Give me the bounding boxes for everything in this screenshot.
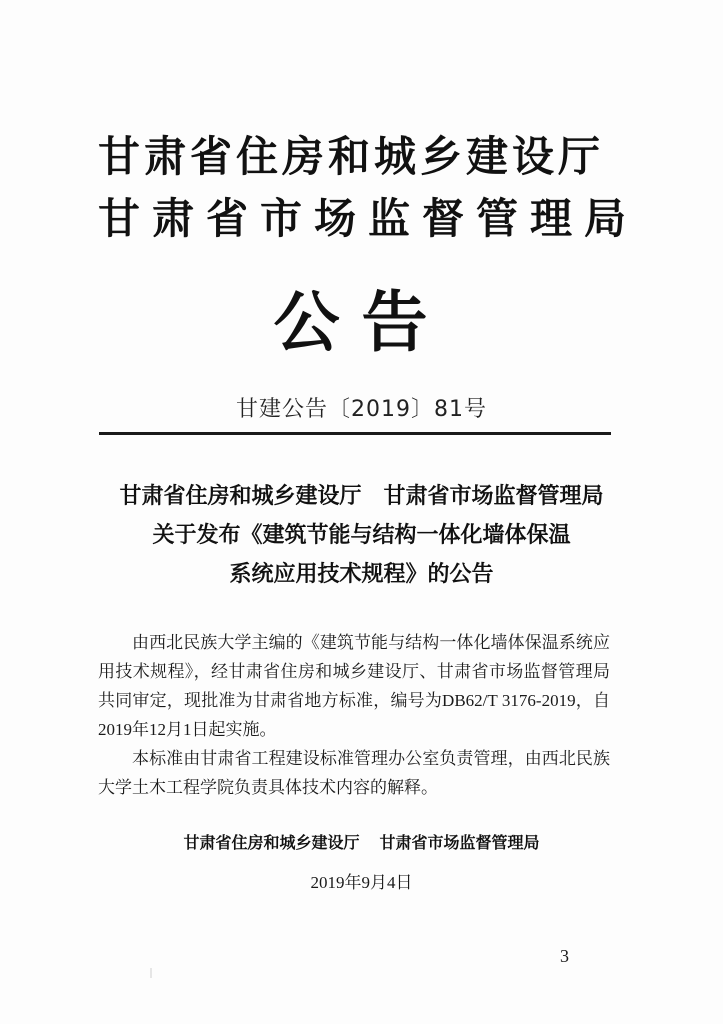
signatory-block xyxy=(0,830,723,856)
signatory-market-regulation-bureau: 甘肃省市场监督管理局 xyxy=(379,833,540,852)
body-paragraph-approval: 由西北民族大学主编的《建筑节能与结构一体化墙体保温系统应用技术规程》，经甘肃省住房和城乡建设厅、甘肃省市场监督管理局共同审定，现批准为甘肃省地方标准，编号为DB62/T 3176-2019，自2019年12月1日起实施。 xyxy=(98,633,610,739)
issuer-heading-housing-department: 甘肃省住房和城乡建设厅 xyxy=(98,132,605,181)
scan-edge-mark xyxy=(150,968,152,978)
body-paragraph-management: 本标准由甘肃省工程建设标准管理办公室负责管理，由西北民族大学土木工程学院负责具体技术内容的解释。 xyxy=(98,749,610,797)
header-divider xyxy=(99,432,611,435)
announcement-title-line-1: 甘肃省住房和城乡建设厅 甘肃省市场监督管理局 xyxy=(119,484,604,509)
signatory-housing-department: 甘肃省住房和城乡建设厅 xyxy=(183,833,360,852)
issuer-heading-market-regulation-bureau: 甘肃省市场监督管理局 xyxy=(98,194,639,243)
document-type-heading: 公告 xyxy=(273,283,450,361)
page-number: 3 xyxy=(560,946,569,966)
issue-date: 2019年9月4日 xyxy=(310,873,413,892)
announcement-title-line-2: 关于发布《建筑节能与结构一体化墙体保温 xyxy=(152,523,571,548)
document-number: 甘建公告〔2019〕81号 xyxy=(236,397,487,422)
announcement-title-line-3: 系统应用技术规程》的公告 xyxy=(229,562,494,587)
